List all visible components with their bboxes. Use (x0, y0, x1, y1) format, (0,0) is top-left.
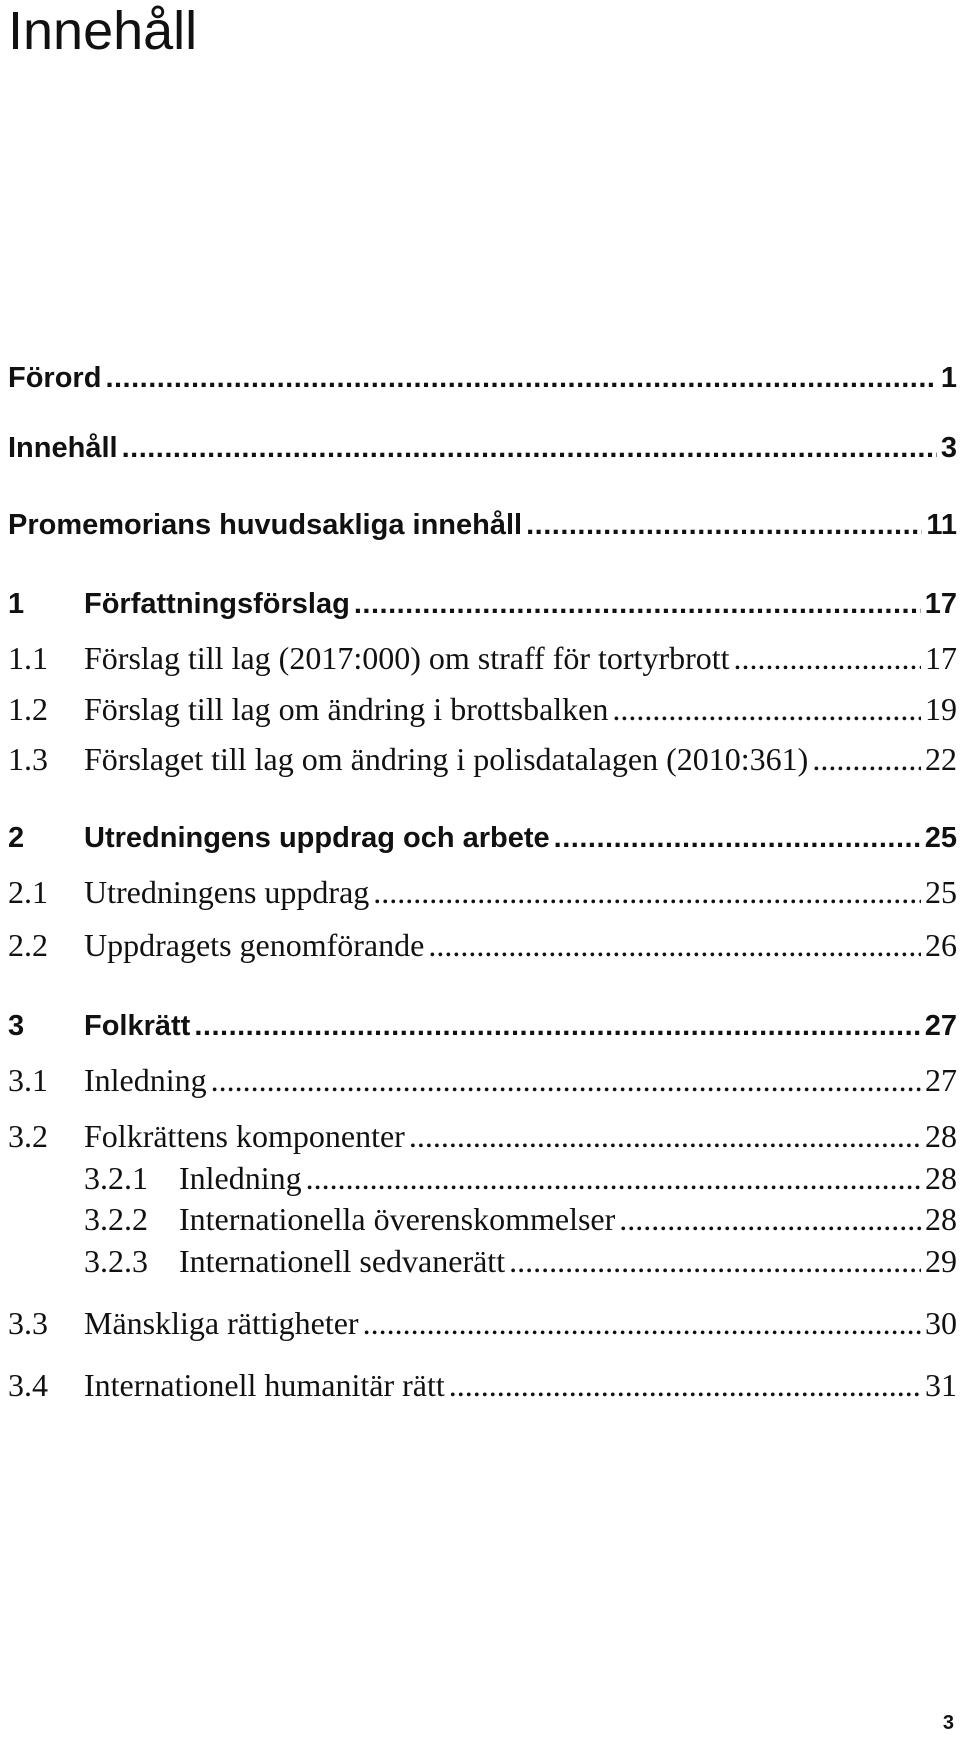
toc-entry-page: 17 (924, 588, 957, 620)
toc-entry-number: 1.1 (8, 640, 48, 676)
toc-entry-page: 17 (925, 640, 957, 676)
toc-entry-3-1[interactable] (8, 1062, 957, 1099)
toc-entry-3-2-2[interactable] (8, 1201, 957, 1238)
toc-entry-page: 19 (925, 691, 957, 727)
toc-entry-3-2[interactable] (8, 1118, 957, 1155)
toc-entry-page: 29 (925, 1243, 957, 1279)
page-title: Innehåll (8, 1, 198, 61)
toc-entry-number: 2.2 (8, 927, 48, 963)
page-number: 3 (942, 1712, 954, 1734)
toc-entry-1-3[interactable] (8, 741, 957, 778)
toc-leader-dots (619, 1201, 921, 1238)
toc-entry-3-3[interactable] (8, 1305, 957, 1342)
toc-entry-page: 25 (925, 874, 957, 910)
toc-entry-label: Förord (8, 362, 102, 394)
toc-entry-label: Promemorians huvudsakliga innehåll (8, 509, 523, 541)
toc-entry-number: 3 (8, 1010, 25, 1042)
toc-entry-page: 25 (924, 822, 957, 854)
toc-entry-promemorians[interactable] (8, 509, 957, 542)
toc-entry-number: 3.3 (8, 1305, 48, 1341)
toc-entry-label: Internationella överenskommelser (179, 1201, 616, 1237)
toc-leader-dots (526, 509, 922, 542)
toc-leader-dots (612, 691, 921, 728)
toc-entry-label: Utredningens uppdrag och arbete (84, 822, 550, 854)
toc-leader-dots (428, 927, 921, 964)
toc-entry-label: Internationell sedvanerätt (179, 1243, 506, 1279)
toc-entry-page: 28 (925, 1160, 957, 1196)
toc-entry-label: Förslag till lag (2017:000) om straff för tortyrbrott (84, 640, 730, 676)
toc-entry-label: Inledning (179, 1160, 302, 1196)
toc-entry-number: 3.2 (8, 1118, 48, 1154)
toc-entry-page: 1 (940, 362, 957, 394)
toc-entry-label: Förslag till lag om ändring i brottsbalken (84, 691, 609, 727)
toc-entry-innehall[interactable] (8, 432, 957, 465)
toc-entry-chapter-1[interactable] (8, 588, 957, 621)
toc-entry-label: Utredningens uppdrag (84, 874, 370, 910)
toc-entry-number: 3.1 (8, 1062, 48, 1098)
toc-entry-label: Inledning (84, 1062, 207, 1098)
toc-entry-number: 3.2.1 (84, 1160, 148, 1196)
toc-entry-page: 22 (925, 741, 957, 777)
toc-entry-1-2[interactable] (8, 691, 957, 728)
toc-leader-dots (734, 640, 921, 677)
toc-entry-label: Internationell humanitär rätt (84, 1367, 445, 1403)
toc-leader-dots (122, 432, 937, 465)
toc-entry-number: 3.2.3 (84, 1243, 148, 1279)
toc-leader-dots (449, 1367, 921, 1404)
toc-entry-label: Mänskliga rättigheter (84, 1305, 359, 1341)
toc-entry-2-2[interactable] (8, 927, 957, 964)
toc-entry-label: Folkrätt (84, 1010, 191, 1042)
toc-leader-dots (812, 741, 921, 778)
toc-entry-label: Förslaget till lag om ändring i polisdatalagen (2010:361) (84, 741, 809, 777)
toc-leader-dots (409, 1118, 921, 1155)
toc-leader-dots (105, 362, 936, 395)
toc-entry-page: 27 (925, 1062, 957, 1098)
toc-leader-dots (509, 1243, 921, 1280)
toc-entry-label: Innehåll (8, 432, 118, 464)
toc-leader-dots (373, 874, 921, 911)
toc-entry-forord[interactable] (8, 362, 957, 395)
toc-entry-page: 31 (925, 1367, 957, 1403)
toc-leader-dots (194, 1010, 920, 1043)
toc-entry-number: 3.2.2 (84, 1201, 148, 1237)
toc-entry-3-4[interactable] (8, 1367, 957, 1404)
toc-entry-3-2-3[interactable] (8, 1243, 957, 1280)
toc-entry-page: 28 (925, 1201, 957, 1237)
toc-entry-number: 3.4 (8, 1367, 48, 1403)
toc-leader-dots (306, 1160, 921, 1197)
toc-entry-label: Uppdragets genomförande (84, 927, 425, 963)
toc-entry-page: 28 (925, 1118, 957, 1154)
toc-entry-page: 3 (940, 432, 957, 464)
toc-entry-label: Författningsförslag (84, 588, 350, 620)
toc-entry-chapter-2[interactable] (8, 822, 957, 855)
toc-entry-number: 1.2 (8, 691, 48, 727)
toc-entry-page: 30 (925, 1305, 957, 1341)
toc-entry-label: Folkrättens komponenter (84, 1118, 405, 1154)
toc-entry-number: 1 (8, 588, 25, 620)
toc-entry-number: 2 (8, 822, 25, 854)
toc-entry-page: 26 (925, 927, 957, 963)
toc-entry-chapter-3[interactable] (8, 1010, 957, 1043)
toc-entry-3-2-1[interactable] (8, 1160, 957, 1197)
toc-entry-1-1[interactable] (8, 640, 957, 677)
toc-entry-number: 1.3 (8, 741, 48, 777)
toc-leader-dots (363, 1305, 921, 1342)
toc-entry-page: 11 (926, 509, 957, 541)
toc-leader-dots (354, 588, 921, 621)
toc-entry-page: 27 (924, 1010, 957, 1042)
toc-leader-dots (554, 822, 921, 855)
toc-leader-dots (211, 1062, 921, 1099)
toc-entry-number: 2.1 (8, 874, 48, 910)
toc-entry-2-1[interactable] (8, 874, 957, 911)
